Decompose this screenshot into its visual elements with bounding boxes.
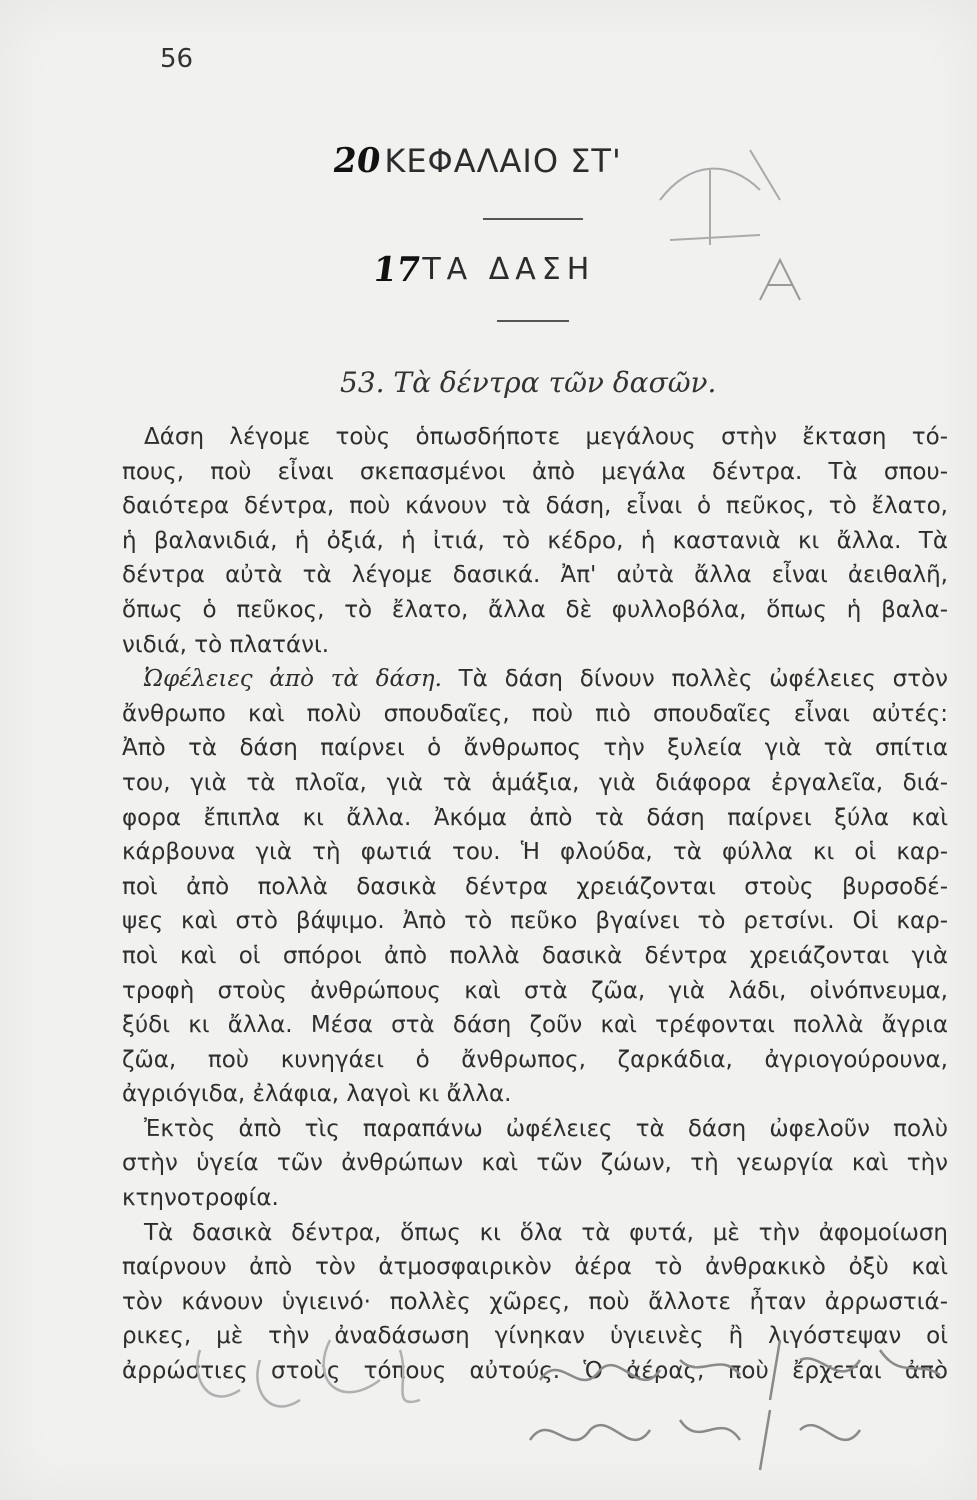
text-line: στὴν ὑγεία τῶν ἀνθρώπων καὶ τῶν ζώων, τὴ γεωργία καὶ τὴν xyxy=(122,1150,948,1177)
chapter-title: ΚΕΦΑΛΑΙΟ ΣΤ' xyxy=(384,142,622,180)
text-line: ξύδι κι ἄλλα. Μέσα στὰ δάση ζοῦν καὶ τρέφονται πολλὰ ἄγρια xyxy=(122,1012,948,1039)
text-line: ἡ βαλανιδιά, ἡ ὀξιά, ἡ ἰτιά, τὸ κέδρο, ἡ καστανιὰ κι ἄλλα. Τὰ xyxy=(122,527,948,554)
text-line: Δάση λέγομε τοὺς ὁπωσδήποτε μεγάλους στὴν ἔκταση τό- xyxy=(144,424,948,450)
text-line xyxy=(122,662,948,697)
lesson-heading: 53. Τὰ δέντρα τῶν δασῶν. xyxy=(340,366,717,399)
text-line: δαιότερα δέντρα, ποὺ κάνουν τὰ δάση, εἶναι ὁ πεῦκος, τὸ ἔλατο, xyxy=(122,493,948,520)
pencil-scribble xyxy=(750,250,810,310)
handwritten-section-number: 17 xyxy=(370,249,424,290)
text-line: νιδιά, τὸ πλατάνι. xyxy=(122,631,330,658)
page-number: 56 xyxy=(160,44,194,74)
text-line: Ἀπὸ τὰ δάση παίρνει ὁ ἄνθρωπος τὴν ξυλεία γιὰ τὰ σπίτια xyxy=(122,735,948,762)
text-line: του, γιὰ τὰ πλοῖα, γιὰ τὰ ἁμάξια, γιὰ διάφορα ἐργαλεῖα, διά- xyxy=(122,769,948,796)
text-line: παίρνουν ἀπὸ τὸν ἀτμοσφαιρικὸν ἀέρα τὸ ἀνθρακικὸ ὀξὺ καὶ xyxy=(122,1254,948,1281)
text-fragment: Τὰ δάση δίνουν πολλὲς ὠφέλειες στὸν xyxy=(441,666,948,693)
divider xyxy=(497,320,569,322)
subheading-benefits: Ὠφέλειες ἀπὸ τὰ δάση. xyxy=(144,666,442,693)
text-line: ρικες, μὲ τὴν ἀναδάσωση γίνηκαν ὑγιεινὲς ἢ λιγόστεψαν οἱ xyxy=(122,1323,948,1350)
handwritten-chapter-number: 20 xyxy=(330,141,384,181)
text-line: ζῶα, ποὺ κυνηγάει ὁ ἄνθρωπος, ζαρκάδια, ἀγριογούρουνα, xyxy=(122,1046,948,1073)
text-line: δέντρα αὐτὰ τὰ λέγομε δασικά. Ἀπ' αὐτὰ ἄλλα εἶναι ἀειθαλῆ, xyxy=(122,562,948,589)
handwritten-signature xyxy=(0,1320,977,1500)
text-line: ποὶ ἀπὸ πολλὰ δασικὰ δέντρα χρειάζονται στοὺς βυρσοδέ- xyxy=(122,873,948,900)
text-line: τὸν κάνουν ὑγιεινό· πολλὲς χῶρες, ποὺ ἄλλοτε ἦταν ἀρρωστιά- xyxy=(122,1288,948,1315)
section-heading xyxy=(370,249,596,290)
text-line: πους, ποὺ εἶναι σκεπασμένοι ἀπὸ μεγάλα δέντρα. Τὰ σπου- xyxy=(122,458,948,485)
text-line: Ἐκτὸς ἀπὸ τὶς παραπάνω ὠφέλειες τὰ δάση ὠφελοῦν πολὺ xyxy=(144,1115,948,1142)
text-line: ἄνθρωπο καὶ πολὺ σπουδαῖες, ποὺ πιὸ σπουδαῖες εἶναι αὐτές: xyxy=(122,700,948,727)
text-line: Τὰ δασικὰ δέντρα, ὅπως κι ὅλα τὰ φυτά, μὲ τὴν ἀφομοίωση xyxy=(144,1219,948,1246)
text-line: ἀρρώστιες στοὺς τόπους αὐτούς. Ὁ ἀέρας, ποὺ ἔρχεται ἀπὸ xyxy=(122,1358,948,1385)
text-line: φορα ἔπιπλα κι ἄλλα. Ἀκόμα ἀπὸ τὰ δάση παίρνει ξύλα καὶ xyxy=(122,804,948,831)
section-title: ΤΑ ΔΑΣΗ xyxy=(422,252,596,287)
text-line: κτηνοτροφία. xyxy=(122,1185,279,1212)
body-text xyxy=(122,420,948,1389)
signature-area xyxy=(0,1320,977,1500)
pencil-scribble xyxy=(650,140,790,260)
text-line: τροφὴ στοὺς ἀνθρώπους καὶ στὰ ζῶα, γιὰ λάδι, οἰνόπνευμα, xyxy=(122,977,948,1004)
chapter-heading xyxy=(330,141,622,181)
text-line: ὅπως ὁ πεῦκος, τὸ ἔλατο, ἄλλα δὲ φυλλοβόλα, ὅπως ἡ βαλα- xyxy=(122,596,948,623)
divider xyxy=(483,218,583,220)
text-line: ἀγριόγιδα, ἐλάφια, λαγοὶ κι ἄλλα. xyxy=(122,1081,512,1108)
text-line: ποὶ καὶ οἱ σπόροι ἀπὸ πολλὰ δασικὰ δέντρα χρειάζονται γιὰ xyxy=(122,942,948,969)
text-line: κάρβουνα γιὰ τὴ φωτιά του. Ἡ φλούδα, τὰ φύλλα κι οἱ καρ- xyxy=(122,839,948,866)
text-line: ψες καὶ στὸ βάψιμο. Ἀπὸ τὸ πεῦκο βγαίνει τὸ ρετσίνι. Οἱ καρ- xyxy=(122,908,948,935)
